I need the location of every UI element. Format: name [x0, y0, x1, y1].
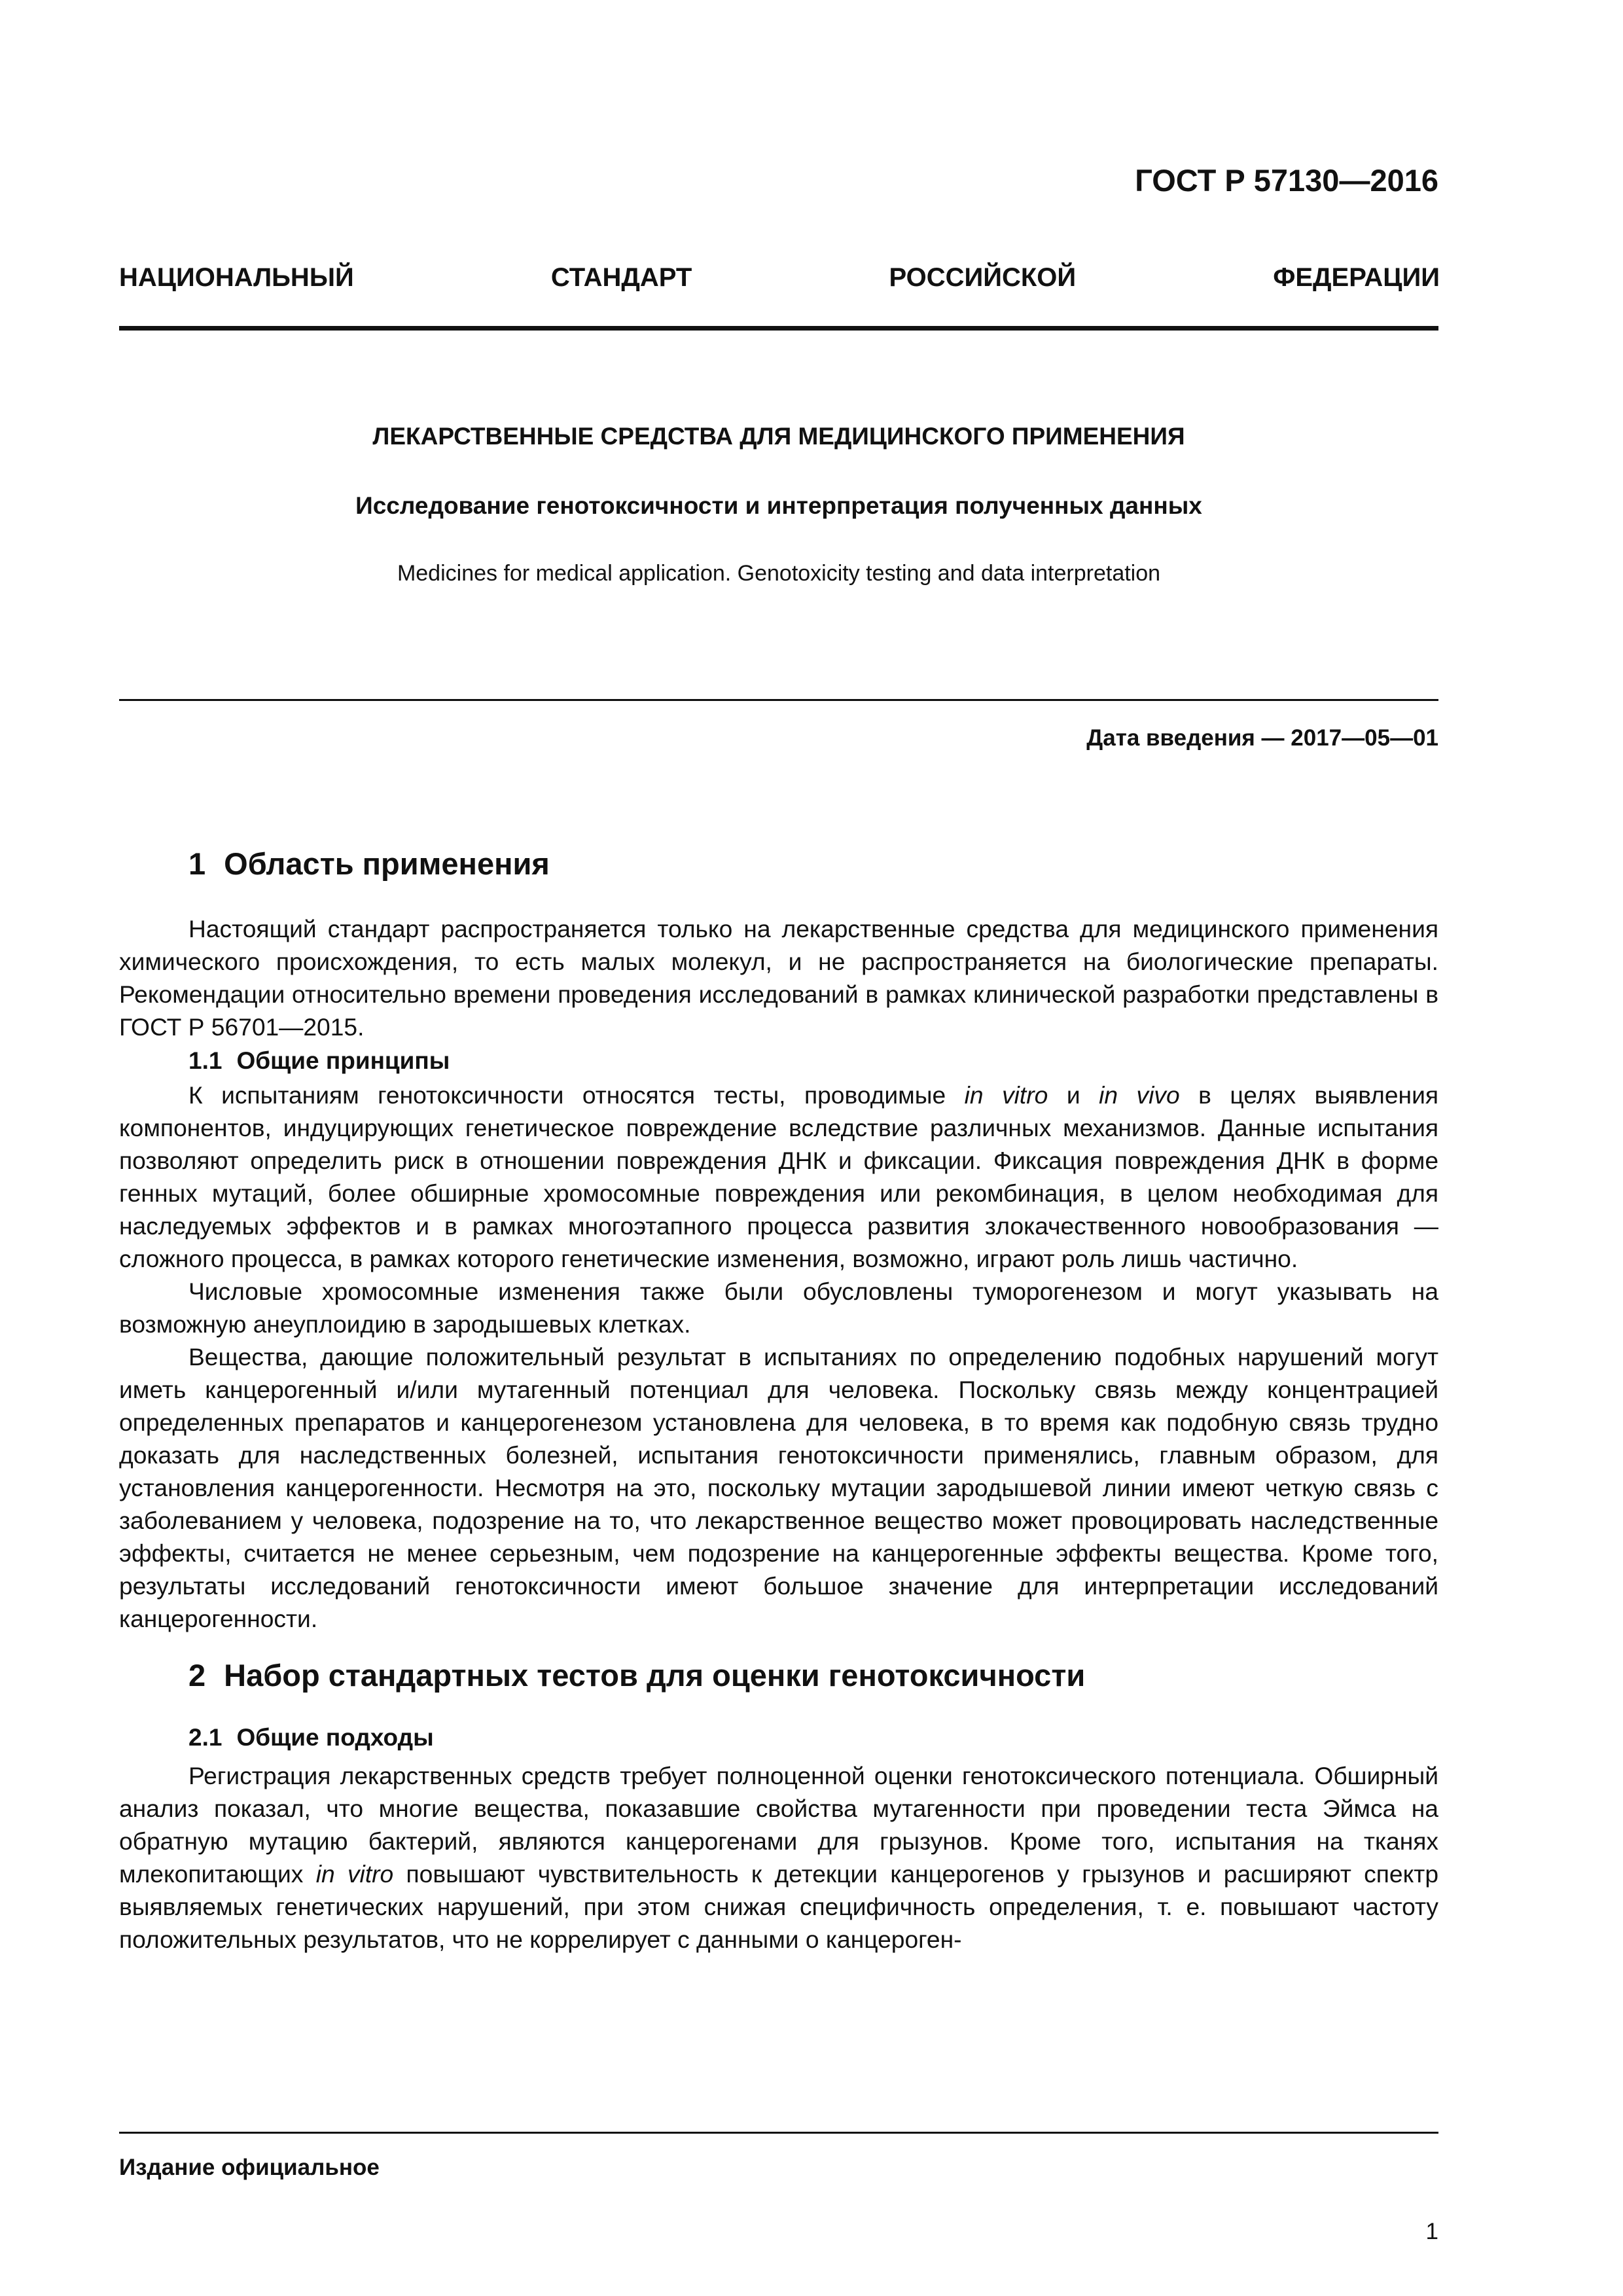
subsection-1-1-number: 1.1 — [188, 1047, 223, 1074]
section-1-number: 1 — [188, 846, 206, 881]
introduction-date: Дата введения — 2017—05—01 — [1086, 725, 1438, 751]
subsection-2-1-paragraph: Регистрация лекарственных средств требует полноценной оценки генотоксического потенциала. Обширный анализ показал, что многие вещества, показавшие свойства мутагенности при проведении теста Эймса на обратную мутацию бактерий, являются канцерогенами для грызунов. Кроме того, испытания на тканях млекопитающих in vitro повышают чувствительность к детекции канцерогенов у грызунов и расширяют спектр выявляемых генетических нарушений, при этом снижая специфичность определения, т. е. повышают частоту положительных результатов, что не коррелирует с данными о канцероген- — [119, 1762, 1438, 1953]
subsection-2-1-heading — [119, 1720, 1438, 1755]
subsection-2-1-number: 2.1 — [188, 1724, 223, 1751]
in-vitro-term: in vitro — [964, 1081, 1048, 1109]
footer-divider — [119, 2132, 1438, 2134]
subsection-1-1-heading — [119, 1043, 1438, 1079]
subsection-1-1-title: Общие принципы — [236, 1047, 450, 1074]
section-2-heading — [119, 1656, 1438, 1695]
document-title: ЛЕКАРСТВЕННЫЕ СРЕДСТВА ДЛЯ МЕДИЦИНСКОГО ПРИМЕНЕНИЯ — [372, 423, 1185, 450]
official-edition-label: Издание официальное — [119, 2155, 380, 2180]
section-1-heading — [119, 844, 1438, 884]
document-subtitle: Исследование генотоксичности и интерпретация полученных данных — [355, 492, 1202, 519]
section-2-title: Набор стандартных тестов для оценки генотоксичности — [224, 1658, 1086, 1693]
section-1-title: Область применения — [224, 846, 550, 881]
in-vivo-term: in vivo — [1099, 1081, 1180, 1109]
page-number: 1 — [1425, 2219, 1438, 2244]
subsection-1-1-paragraph-3: Вещества, дающие положительный результат в испытаниях по определению подобных нарушений могут иметь канцерогенный и/или мутагенный потенциал для человека. Поскольку связь между концентрацией определенных препаратов и канцерогенезом установлена для человека, в то время как подобную связь трудно доказать для наследственных болезней, испытания генотоксичности применялись, главным образом, для установления канцерогенности. Несмотря на это, поскольку мутации зародышевой линии имеют четкую связь с заболеванием у человека, подозрение на то, что лекарственное вещество может провоцировать наследственные эффекты, считается не менее серьезным, чем подозрение на канцерогенные эффекты вещества. Кроме того, результаты исследований генотоксичности имеют большое значение для интерпретации исследований канцерогенности. — [119, 1343, 1438, 1632]
in-vitro-term: in vitro — [315, 1860, 394, 1888]
title-divider — [119, 699, 1438, 701]
subsection-2-1-title: Общие подходы — [236, 1724, 434, 1751]
subsection-1-1-paragraph-1: К испытаниям генотоксичности относятся тесты, проводимые in vitro и in vivo в целях выявления компонентов, индуцирующих генетическое повреждение вследствие различных механизмов. Данные испытания позволяют определить риск в отношении повреждения ДНК и фиксации. Фиксация повреждения ДНК в форме генных мутаций, более обширные хромосомные повреждения или рекомбинация, в целом необходимая для наследуемых эффектов и в рамках многоэтапного процесса развития злокачественного новообразования — сложного процесса, в рамках которого генетические изменения, возможно, играют роль лишь частично. — [119, 1081, 1438, 1272]
section-1-paragraph: Настоящий стандарт распространяется только на лекарственные средства для медицинского применения химического происхождения, то есть малых молекул, и не распространяется на биологические препараты. Рекомендации относительно времени проведения исследований в рамках клинической разработки представлены в ГОСТ Р 56701—2015. — [119, 915, 1438, 1041]
header-divider — [119, 326, 1438, 331]
document-title-english: Medicines for medical application. Genotoxicity testing and data interpretation — [397, 561, 1161, 586]
section-2-number: 2 — [188, 1658, 206, 1693]
document-number: ГОСТ Р 57130—2016 — [1135, 163, 1438, 198]
subsection-1-1-paragraph-2: Числовые хромосомные изменения также были обусловлены туморогенезом и могут указывать на возможную анеуплоидию в зародышевых клетках. — [119, 1278, 1438, 1338]
national-standard-title: НАЦИОНАЛЬНЫЙ СТАНДАРТ РОССИЙСКОЙ ФЕДЕРАЦИИ — [119, 263, 1440, 292]
document-body — [119, 844, 1438, 1956]
